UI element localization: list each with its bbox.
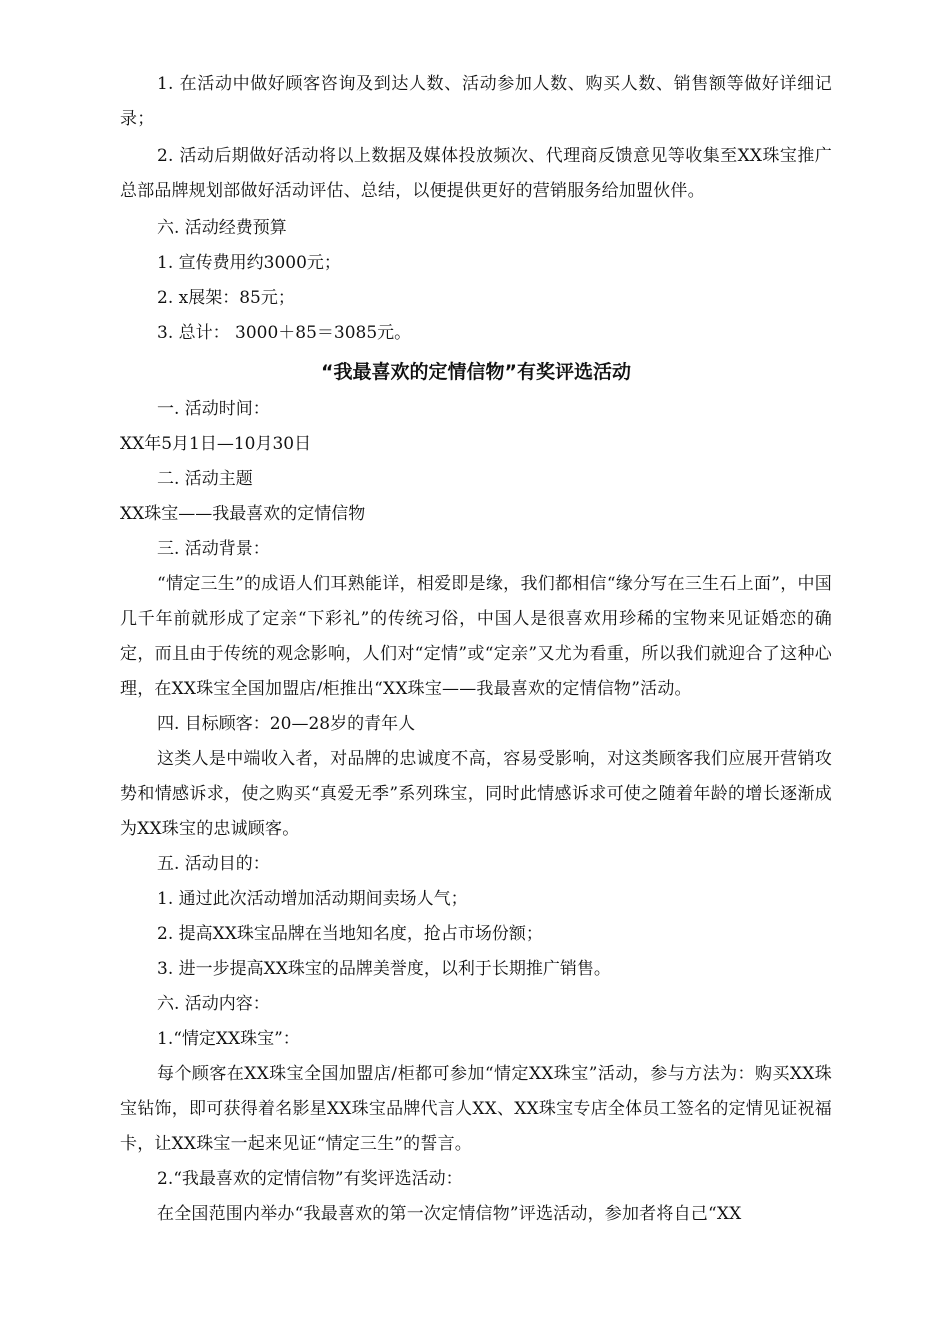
document-body [120,67,832,1232]
target-heading: 四. 目标顾客：20—28岁的青年人 [157,714,416,734]
article-title: “我最喜欢的定情信物”有奖评选活动 [321,361,631,383]
theme-value: XX珠宝——我最喜欢的定情信物 [120,504,366,524]
purpose-heading: 五. 活动目的： [157,854,270,874]
background-paragraph: “情定三生”的成语人们耳熟能详，相爱即是缘，我们都相信“缘分写在三生石上面”，中国几千年前就形成了定亲“下彩礼”的传统习俗，中国人是很喜欢用珍稀的宝物来见证婚恋的确定，而且由于传统的观念影响，人们对“定情”或“定亲”又尤为看重，所以我们就迎合了这种心理，在XX珠宝全国加盟店/柜推出“XX珠宝——我最喜欢的定情信物”活动。 [120,574,832,699]
budget-heading: 六. 活动经费预算 [157,218,287,238]
time-value: XX年5月1日—10月30日 [120,434,312,454]
budget-item-1: 1. 宣传费用约3000元； [157,253,341,273]
record-item-1: 1. 在活动中做好顾客咨询及到达人数、活动参加人数、购买人数、销售额等做好详细记录； [120,74,832,129]
purpose-item-1: 1. 通过此次活动增加活动期间卖场人气； [157,889,468,909]
background-heading: 三. 活动背景： [157,539,270,559]
record-item-2: 2. 活动后期做好活动将以上数据及媒体投放频次、代理商反馈意见等收集至XX珠宝推广总部品牌规划部做好活动评估、总结，以便提供更好的营销服务给加盟伙伴。 [120,146,832,201]
time-heading: 一. 活动时间： [157,399,270,419]
budget-item-2: 2. x展架：85元； [157,288,295,308]
content2-paragraph: 在全国范围内举办“我最喜欢的第一次定情信物”评选活动，参加者将自己“XX [157,1204,742,1224]
target-paragraph: 这类人是中端收入者，对品牌的忠诚度不高，容易受影响，对这类顾客我们应展开营销攻势和情感诉求，使之购买“真爱无季”系列珠宝，同时此情感诉求可使之随着年龄的增长逐渐成为XX珠宝的忠诚顾客。 [120,749,832,839]
content-heading: 六. 活动内容： [157,994,270,1014]
content2-heading: 2.“我最喜欢的定情信物”有奖评选活动： [157,1169,463,1189]
theme-heading: 二. 活动主题 [157,469,253,489]
content1-paragraph: 每个顾客在XX珠宝全国加盟店/柜都可参加“情定XX珠宝”活动，参与方法为：购买XX珠宝钻饰，即可获得着名影星XX珠宝品牌代言人XX、XX珠宝专店全体员工签名的定情见证祝福卡，让XX珠宝一起来见证“情定三生”的誓言。 [120,1064,832,1154]
budget-item-3: 3. 总计： 3000＋85＝3085元。 [157,323,412,343]
purpose-item-2: 2. 提高XX珠宝品牌在当地知名度，抢占市场份额； [157,924,543,944]
purpose-item-3: 3. 进一步提高XX珠宝的品牌美誉度，以利于长期推广销售。 [157,959,611,979]
content1-heading: 1.“情定XX珠宝”： [157,1029,300,1049]
